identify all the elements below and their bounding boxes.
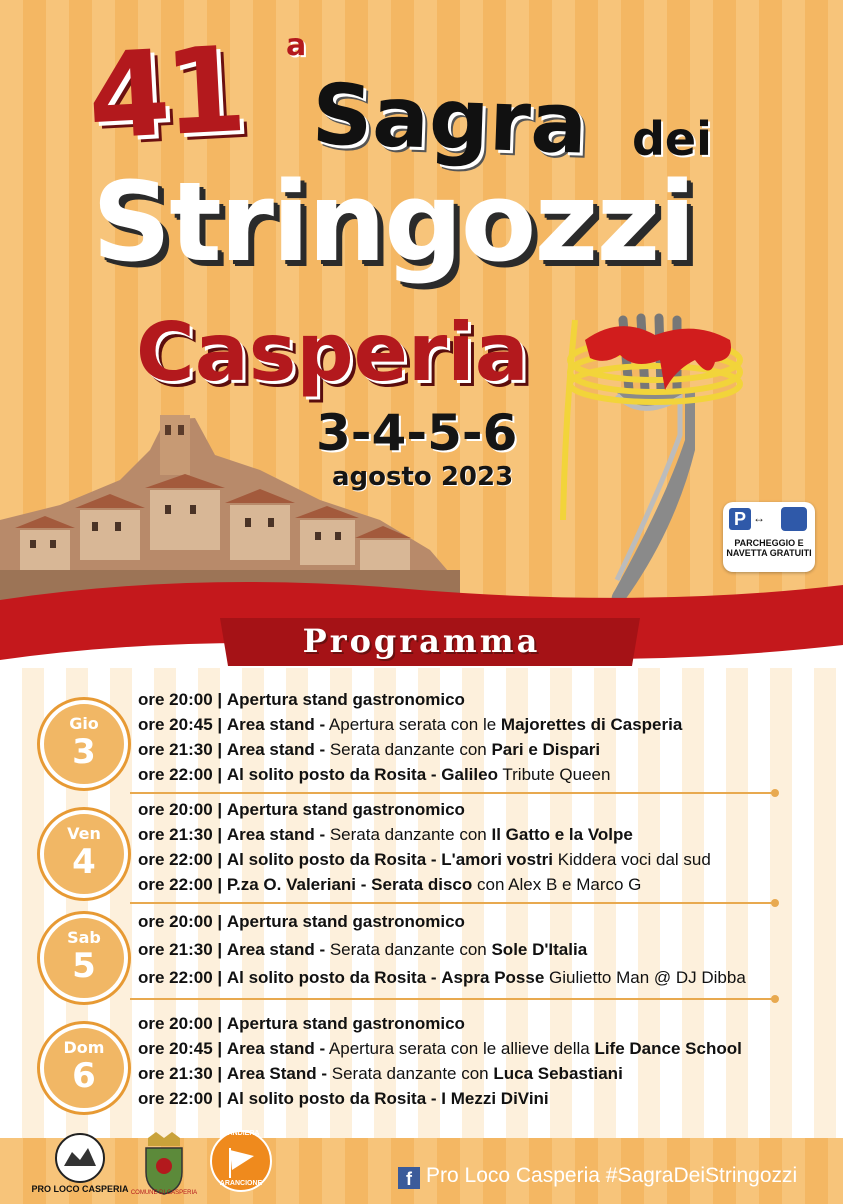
event-artist: Life Dance School	[594, 1039, 742, 1058]
event-time: ore 20:00 |	[138, 800, 223, 819]
event-place: Al solito posto da Rosita -	[226, 1089, 437, 1108]
program-event	[138, 1064, 623, 1084]
facebook-icon[interactable]: f	[398, 1167, 420, 1189]
event-place: Area stand -	[226, 825, 326, 844]
day-number: 3	[72, 732, 96, 772]
day-number: 4	[72, 842, 96, 882]
event-time: ore 22:00 |	[138, 875, 223, 894]
program-event	[138, 850, 711, 870]
program-event	[138, 715, 682, 735]
day-badge	[40, 700, 128, 788]
event-time: ore 20:00 |	[138, 690, 223, 709]
event-place: Al solito posto da Rosita -	[226, 850, 437, 869]
event-place: Apertura stand gastronomico	[226, 912, 465, 931]
parking-shuttle-card	[723, 502, 815, 572]
day-number: 6	[72, 1056, 96, 1096]
event-time: ore 20:00 |	[138, 1014, 223, 1033]
pro-loco-label: PRO LOCO CASPERIA	[31, 1184, 129, 1194]
event-place: Apertura stand gastronomico	[226, 800, 465, 819]
bandiera-label-1: BANDIERA	[222, 1130, 260, 1137]
event-artist: I Mezzi DiVini	[441, 1089, 549, 1108]
program-event	[138, 1089, 549, 1109]
program-event	[138, 1014, 465, 1034]
event-text: Serata danzante con	[325, 940, 492, 959]
event-time: ore 21:30 |	[138, 825, 223, 844]
program-event	[138, 825, 633, 845]
event-tail: Kiddera voci dal sud	[553, 850, 711, 869]
comune-crest-logo	[136, 1128, 192, 1198]
parking-label: PARCHEGGIO E NAVETTA GRATUITI	[726, 538, 812, 558]
event-place: Area stand -	[226, 740, 326, 759]
program-event	[138, 968, 746, 988]
edition-ordinal: a	[286, 28, 307, 63]
event-artist: Majorettes di Casperia	[500, 715, 683, 734]
event-tail: con Alex B e Marco G	[472, 875, 642, 894]
day-badge	[40, 914, 128, 1002]
day-badge	[40, 810, 128, 898]
event-place: Area Stand -	[226, 1064, 328, 1083]
arrows-icon: ↔	[753, 511, 765, 525]
event-artist: Pari e Dispari	[491, 740, 601, 759]
comune-label: COMUNE DI CASPERIA	[130, 1190, 198, 1196]
event-artist: Il Gatto e la Volpe	[491, 825, 633, 844]
event-place: Al solito posto da Rosita -	[226, 968, 437, 987]
event-time: ore 22:00 |	[138, 1089, 223, 1108]
program-event	[138, 912, 465, 932]
program-event	[138, 1039, 742, 1059]
day-separator	[130, 998, 775, 1000]
event-text: Apertura serata con le	[325, 715, 501, 734]
social-line	[398, 1164, 797, 1189]
event-time: ore 21:30 |	[138, 740, 223, 759]
event-artist: Aspra Posse	[441, 968, 545, 987]
bandiera-label-2: ARANCIONE	[219, 1180, 263, 1187]
event-place: Apertura stand gastronomico	[226, 690, 465, 709]
event-time: ore 20:00 |	[138, 912, 223, 931]
event-place: Area stand -	[226, 1039, 326, 1058]
program-event	[138, 940, 587, 960]
event-artist: L'amori vostri	[441, 850, 554, 869]
event-time: ore 22:00 |	[138, 968, 223, 987]
event-place: Al solito posto da Rosita -	[226, 765, 437, 784]
title-dei: dei	[632, 112, 712, 166]
event-time: ore 21:30 |	[138, 1064, 223, 1083]
event-tail: Tribute Queen	[497, 765, 611, 784]
title-sagra: Sagra	[310, 65, 590, 173]
event-time: ore 20:45 |	[138, 715, 223, 734]
event-artist: Serata disco	[371, 875, 473, 894]
day-name: Ven	[67, 824, 101, 843]
program-event	[138, 740, 600, 760]
day-separator	[130, 792, 775, 794]
event-artist: Sole D'Italia	[491, 940, 588, 959]
edition-number: 41	[84, 20, 244, 166]
event-artist: Galileo	[441, 765, 498, 784]
event-artist: Luca Sebastiani	[493, 1064, 623, 1083]
day-name: Gio	[69, 714, 99, 733]
event-place: Area stand -	[226, 715, 326, 734]
parking-icon: P	[729, 508, 751, 530]
event-time: ore 22:00 |	[138, 765, 223, 784]
day-name: Sab	[67, 928, 101, 947]
day-badge	[40, 1024, 128, 1112]
pro-loco-logo	[30, 1132, 130, 1192]
event-time: ore 21:30 |	[138, 940, 223, 959]
program-event	[138, 765, 610, 785]
program-title: Programma	[302, 622, 541, 660]
day-name: Dom	[63, 1038, 105, 1057]
day-number: 5	[72, 946, 96, 986]
event-place: P.za O. Valeriani -	[226, 875, 367, 894]
event-time: ore 20:45 |	[138, 1039, 223, 1058]
program-event	[138, 690, 465, 710]
event-month-year: agosto 2023	[332, 462, 514, 492]
event-text: Apertura serata con le allieve della	[325, 1039, 595, 1058]
event-text: Serata danzante con	[327, 1064, 494, 1083]
event-place: Area stand -	[226, 940, 326, 959]
program-event	[138, 875, 641, 895]
event-time: ore 22:00 |	[138, 850, 223, 869]
event-place: Apertura stand gastronomico	[226, 1014, 465, 1033]
city-name: Casperia	[136, 306, 529, 399]
event-tail: Giulietto Man @ DJ Dibba	[544, 968, 746, 987]
event-dates: 3-4-5-6	[316, 404, 518, 462]
day-separator	[130, 902, 775, 904]
program-event	[138, 800, 465, 820]
social-text[interactable]: Pro Loco Casperia #SagraDeiStringozzi	[426, 1164, 798, 1187]
event-text: Serata danzante con	[325, 740, 492, 759]
title-stringozzi: Stringozzi	[92, 158, 695, 286]
event-text: Serata danzante con	[325, 825, 492, 844]
bus-icon	[781, 507, 807, 531]
